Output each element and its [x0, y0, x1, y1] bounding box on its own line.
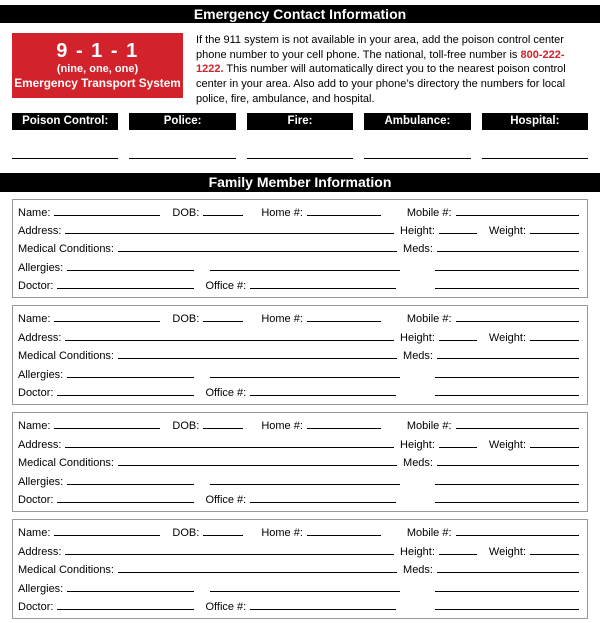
family-member-box	[12, 519, 588, 619]
mobile-number-line[interactable]	[456, 310, 579, 322]
family-member-box	[12, 305, 588, 405]
weight-label: Weight:	[488, 438, 526, 451]
doctor-line[interactable]	[57, 491, 194, 503]
name-row	[18, 204, 579, 222]
address-line[interactable]	[65, 436, 394, 448]
meds-continuation-line-2[interactable]	[435, 491, 579, 503]
intro-section	[12, 33, 588, 107]
allergies-line[interactable]	[67, 259, 194, 271]
office-number-label: Office #:	[205, 600, 247, 613]
doctor-line[interactable]	[57, 384, 194, 396]
contact-label-fire: Fire:	[247, 113, 353, 130]
name-line[interactable]	[54, 524, 160, 536]
height-label: Height:	[400, 224, 435, 237]
meds-continuation-line[interactable]	[435, 366, 579, 378]
allergies-row	[18, 473, 579, 491]
home-number-label: Home #:	[261, 313, 303, 326]
medical-conditions-label: Medical Conditions:	[18, 243, 114, 256]
mobile-number-line[interactable]	[456, 524, 579, 536]
weight-line[interactable]	[530, 222, 579, 234]
address-label: Address:	[18, 224, 62, 237]
weight-line[interactable]	[530, 436, 579, 448]
address-label: Address:	[18, 545, 62, 558]
name-line[interactable]	[54, 417, 160, 429]
name-row	[18, 310, 579, 328]
medical-conditions-line[interactable]	[118, 454, 397, 466]
office-number-line[interactable]	[250, 598, 396, 610]
doctor-label: Doctor:	[18, 493, 54, 506]
doctor-label: Doctor:	[18, 387, 54, 400]
poison-control-column	[12, 146, 118, 159]
address-line[interactable]	[65, 329, 394, 341]
height-label: Height:	[400, 545, 435, 558]
meds-line[interactable]	[437, 561, 579, 573]
medical-conditions-label: Medical Conditions:	[18, 350, 114, 363]
allergies-label: Allergies:	[18, 368, 64, 381]
police-number-line[interactable]	[129, 146, 235, 159]
meds-continuation-line[interactable]	[435, 473, 579, 485]
fire-number-line[interactable]	[247, 146, 353, 159]
meds-continuation-line-2[interactable]	[435, 277, 579, 289]
mobile-number-label: Mobile #:	[406, 420, 452, 433]
medical-conditions-row	[18, 240, 579, 258]
medical-conditions-row	[18, 561, 579, 579]
home-number-label: Home #:	[261, 527, 303, 540]
weight-label: Weight:	[488, 331, 526, 344]
doctor-line[interactable]	[57, 277, 194, 289]
medical-conditions-label: Medical Conditions:	[18, 564, 114, 577]
doctor-row	[18, 491, 579, 509]
office-number-line[interactable]	[250, 491, 396, 503]
office-number-line[interactable]	[250, 277, 396, 289]
meds-line[interactable]	[437, 454, 579, 466]
address-label: Address:	[18, 438, 62, 451]
doctor-row	[18, 384, 579, 402]
medical-conditions-label: Medical Conditions:	[18, 457, 114, 470]
dob-line[interactable]	[203, 204, 243, 216]
medical-conditions-row	[18, 454, 579, 472]
dob-line[interactable]	[203, 417, 243, 429]
height-label: Height:	[400, 438, 435, 451]
family-members-section	[12, 199, 588, 620]
dob-label: DOB:	[172, 527, 200, 540]
weight-line[interactable]	[530, 329, 579, 341]
address-row	[18, 436, 579, 454]
hospital-column	[482, 146, 588, 159]
office-number-label: Office #:	[205, 493, 247, 506]
contact-number-lines-row	[12, 146, 588, 159]
name-line[interactable]	[54, 204, 160, 216]
contact-label-hospital: Hospital:	[482, 113, 588, 130]
allergies-line[interactable]	[67, 580, 194, 592]
address-line[interactable]	[65, 222, 394, 234]
allergies-line[interactable]	[67, 473, 194, 485]
office-number-label: Office #:	[205, 387, 247, 400]
poison-control-phone-number: 800-222-1222.	[196, 48, 565, 76]
family-section-title: Family Member Information	[208, 173, 392, 190]
name-row	[18, 524, 579, 542]
meds-continuation-line-2[interactable]	[435, 384, 579, 396]
family-header-bar	[0, 173, 600, 192]
address-label: Address:	[18, 331, 62, 344]
height-line[interactable]	[439, 222, 477, 234]
dob-label: DOB:	[172, 420, 200, 433]
name-label: Name:	[18, 313, 51, 326]
name-label: Name:	[18, 527, 51, 540]
meds-label: Meds:	[403, 350, 433, 363]
home-number-label: Home #:	[261, 420, 303, 433]
info-text-before: If the 911 system is not available in your area, add the poison control center phone number to your cell phone. The national, toll-free number is	[196, 34, 564, 61]
dob-label: DOB:	[172, 313, 200, 326]
home-number-line[interactable]	[307, 417, 381, 429]
home-number-line[interactable]	[307, 524, 381, 536]
address-row	[18, 543, 579, 561]
doctor-line[interactable]	[57, 598, 194, 610]
name-label: Name:	[18, 206, 51, 219]
allergies-label: Allergies:	[18, 475, 64, 488]
911-number: 9 - 1 - 1	[56, 40, 139, 62]
allergies-row	[18, 366, 579, 384]
allergies-label: Allergies:	[18, 261, 64, 274]
meds-label: Meds:	[403, 243, 433, 256]
weight-line[interactable]	[530, 543, 579, 555]
poison-control-number-line[interactable]	[12, 146, 118, 159]
allergies-row	[18, 580, 579, 598]
height-label: Height:	[400, 331, 435, 344]
weight-label: Weight:	[488, 224, 526, 237]
meds-label: Meds:	[403, 564, 433, 577]
weight-label: Weight:	[488, 545, 526, 558]
contact-label-poison-control: Poison Control:	[12, 113, 118, 130]
doctor-row	[18, 598, 579, 616]
allergies-continuation-line[interactable]	[210, 473, 400, 485]
doctor-label: Doctor:	[18, 280, 54, 293]
medical-conditions-line[interactable]	[118, 347, 397, 359]
mobile-number-line[interactable]	[456, 417, 579, 429]
meds-continuation-line[interactable]	[435, 259, 579, 271]
ambulance-number-line[interactable]	[364, 146, 470, 159]
allergies-label: Allergies:	[18, 582, 64, 595]
info-text-after: This number will automatically direct you to the nearest poison control center in your area. Also add to your phone’s directory the numbers for local police, fire, ambulance, and hospital.	[196, 63, 566, 105]
mobile-number-label: Mobile #:	[406, 313, 452, 326]
home-number-line[interactable]	[307, 204, 381, 216]
address-line[interactable]	[65, 543, 394, 555]
ambulance-column	[364, 146, 470, 159]
mobile-number-label: Mobile #:	[406, 206, 452, 219]
police-column	[129, 146, 235, 159]
meds-continuation-line[interactable]	[435, 580, 579, 592]
allergies-row	[18, 259, 579, 277]
911-box	[12, 33, 183, 98]
emergency-header-bar	[0, 5, 600, 23]
name-line[interactable]	[54, 310, 160, 322]
home-number-label: Home #:	[261, 206, 303, 219]
family-member-box	[12, 199, 588, 299]
meds-label: Meds:	[403, 457, 433, 470]
allergies-continuation-line[interactable]	[210, 580, 400, 592]
address-row	[18, 329, 579, 347]
office-number-line[interactable]	[250, 384, 396, 396]
911-system-label: Emergency Transport System	[14, 76, 181, 90]
contact-label-ambulance: Ambulance:	[364, 113, 470, 130]
height-line[interactable]	[439, 436, 477, 448]
address-row	[18, 222, 579, 240]
allergies-continuation-line[interactable]	[210, 259, 400, 271]
hospital-number-line[interactable]	[482, 146, 588, 159]
height-line[interactable]	[439, 543, 477, 555]
allergies-line[interactable]	[67, 366, 194, 378]
dob-line[interactable]	[203, 310, 243, 322]
medical-conditions-line[interactable]	[118, 240, 397, 252]
mobile-number-label: Mobile #:	[406, 527, 452, 540]
allergies-continuation-line[interactable]	[210, 366, 400, 378]
height-line[interactable]	[439, 329, 477, 341]
office-number-label: Office #:	[205, 280, 247, 293]
dob-line[interactable]	[203, 524, 243, 536]
doctor-label: Doctor:	[18, 600, 54, 613]
mobile-number-line[interactable]	[456, 204, 579, 216]
contact-labels-row	[12, 113, 588, 130]
name-row	[18, 417, 579, 435]
contact-label-police: Police:	[129, 113, 235, 130]
doctor-row	[18, 277, 579, 295]
medical-conditions-row	[18, 347, 579, 365]
fire-column	[247, 146, 353, 159]
name-label: Name:	[18, 420, 51, 433]
medical-conditions-line[interactable]	[118, 561, 397, 573]
meds-line[interactable]	[437, 240, 579, 252]
family-member-box	[12, 412, 588, 512]
dob-label: DOB:	[172, 206, 200, 219]
911-phonetic: (nine, one, one)	[56, 63, 139, 75]
meds-line[interactable]	[437, 347, 579, 359]
poison-control-info-text	[196, 33, 588, 107]
page-title: Emergency Contact Information	[193, 6, 407, 22]
home-number-line[interactable]	[307, 310, 381, 322]
meds-continuation-line-2[interactable]	[435, 598, 579, 610]
